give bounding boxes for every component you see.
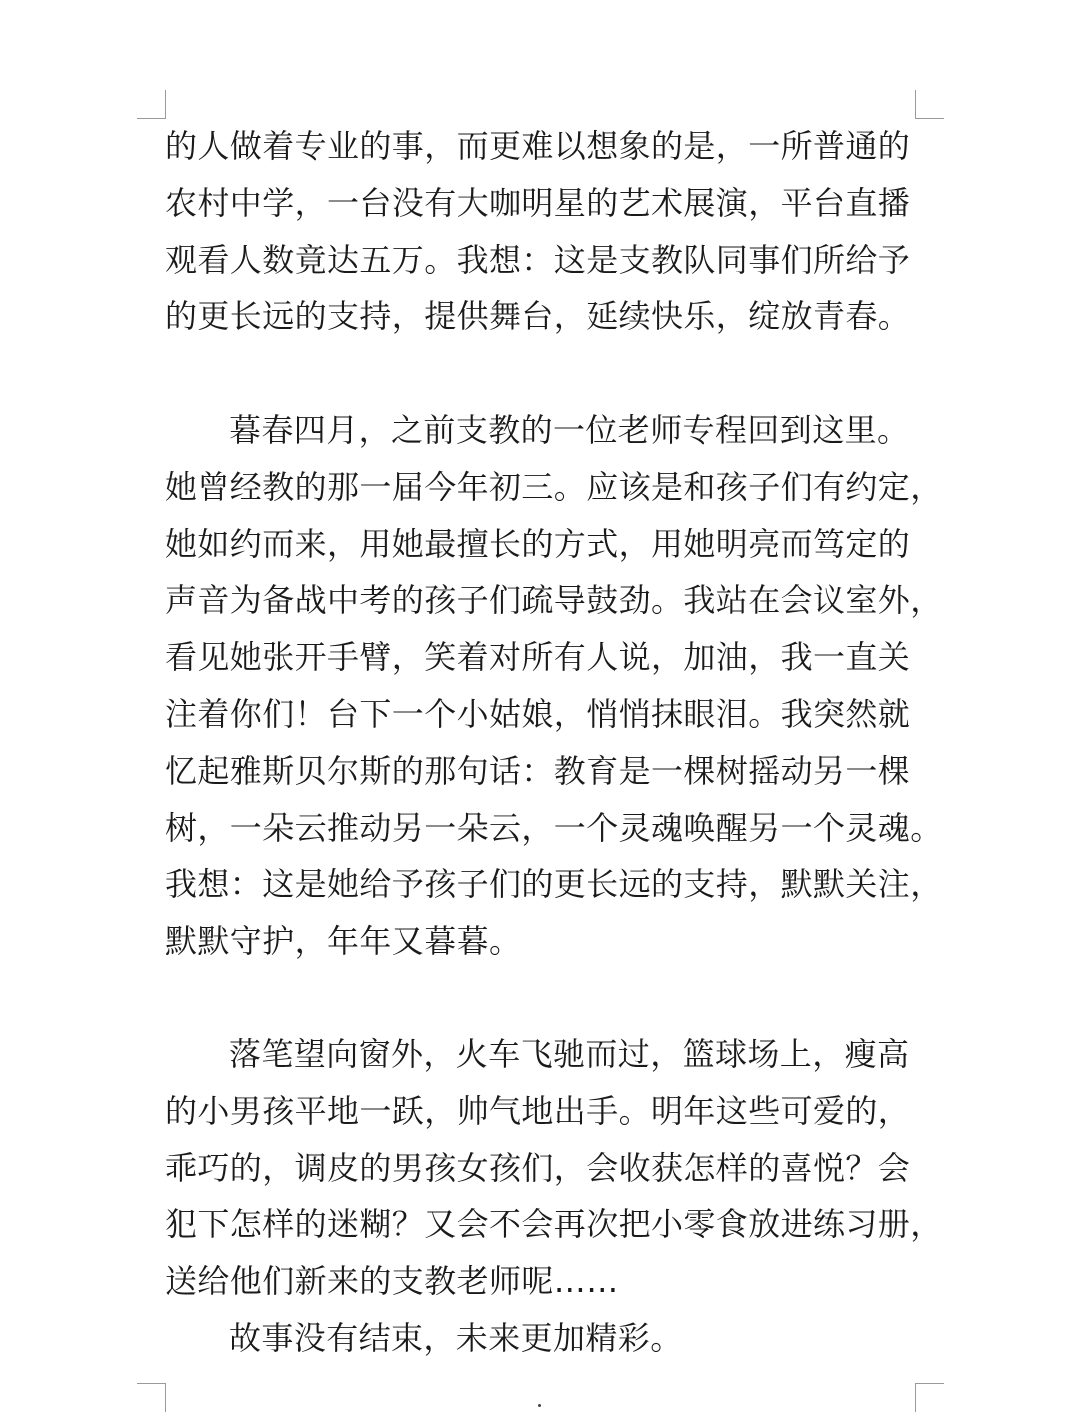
crop-mark-top-left [137, 90, 166, 119]
text-line: 默默守护，年年又暮暮。 [165, 922, 522, 961]
crop-mark-bottom-left [137, 1383, 166, 1412]
text-line: 乖巧的，调皮的男孩女孩们，会收获怎样的喜悦？会 [165, 1148, 911, 1187]
text-line: 故事没有结束，未来更加精彩。 [229, 1318, 683, 1357]
text-line: 我想：这是她给予孩子们的更长远的支持，默默关注， [165, 865, 943, 904]
text-line: 看见她张开手臂，笑着对所有人说，加油，我一直关 [165, 638, 911, 677]
text-line: 忆起雅斯贝尔斯的那句话：教育是一棵树摇动另一棵 [165, 751, 911, 790]
crop-mark-bottom-right [915, 1383, 944, 1412]
text-line: 观看人数竟达五万。我想：这是支教队同事们所给予 [165, 240, 911, 279]
paragraph-2 [165, 402, 943, 970]
text-line: 送给他们新来的支教老师呢…… [165, 1262, 619, 1301]
text-line: 树，一朵云推动另一朵云，一个灵魂唤醒另一个灵魂。 [165, 808, 943, 847]
text-line: 农村中学，一台没有大咖明星的艺术展演，平台直播 [165, 183, 911, 222]
text-line: 的小男孩平地一跃，帅气地出手。明年这些可爱的， [165, 1091, 911, 1130]
text-line: 她如约而来，用她最擅长的方式，用她明亮而笃定的 [165, 524, 911, 563]
text-line: 声音为备战中考的孩子们疏导鼓劲。我站在会议室外， [165, 581, 943, 620]
text-line: 的人做着专业的事，而更难以想象的是，一所普通的 [165, 127, 911, 165]
text-line: 注着你们！台下一个小姑娘，悄悄抹眼泪。我突然就 [165, 694, 911, 733]
text-line: 她曾经教的那一届今年初三。应该是和孩子们有约定， [165, 467, 943, 506]
text-line: 的更长远的支持，提供舞台，延续快乐，绽放青春。 [165, 297, 911, 336]
crop-mark-top-right [915, 90, 944, 119]
text-line: 暮春四月，之前支教的一位老师专程回到这里。 [229, 411, 910, 449]
paragraph-3 [165, 1026, 943, 1367]
text-line: 犯下怎样的迷糊？又会不会再次把小零食放进练习册， [165, 1205, 943, 1244]
text-line: 落笔望向窗外，火车飞驰而过，篮球场上，瘦高 [229, 1035, 910, 1073]
paragraph-1 [165, 118, 935, 345]
text-cursor [538, 1404, 541, 1407]
